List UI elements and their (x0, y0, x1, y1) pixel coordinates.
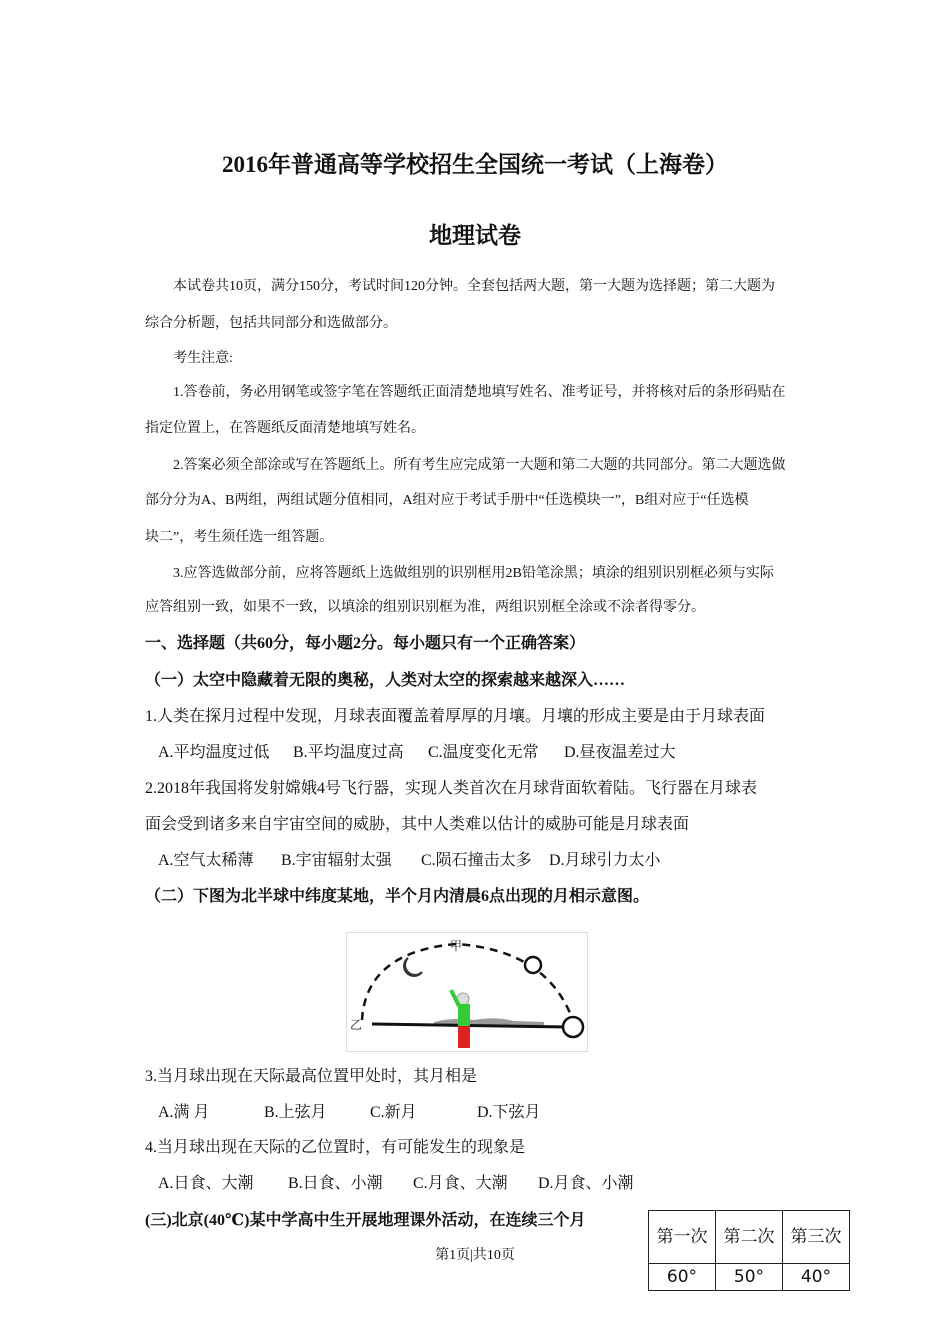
option: C.月食、大潮 (413, 1175, 508, 1192)
option: A.日食、大潮 (158, 1175, 254, 1192)
notice-item: 3.应答选做部分前，应将答题纸上选做组别的识别框用2B铅笔涂黑；填涂的组别识别框必须与实际 (173, 566, 774, 581)
notice-item: 应答组别一致，如果不一致，以填涂的组别识别框为准，两组识别框全涂或不涂者得零分。 (145, 600, 705, 615)
option: C.陨石撞击太多 (421, 852, 532, 869)
table-cell: 50° (716, 1264, 783, 1291)
person-figure (458, 1004, 470, 1026)
option: B.上弦月 (264, 1104, 327, 1121)
option: D.下弦月 (477, 1104, 541, 1121)
intro-text: 综合分析题，包括共同部分和选做部分。 (145, 316, 397, 331)
label-yi: 乙 (350, 1018, 363, 1032)
moon-phase-diagram (346, 932, 588, 1052)
option: A.满 月 (158, 1104, 210, 1121)
table-cell: 60° (649, 1264, 716, 1291)
question-2: 面会受到诸多来自宇宙空间的威胁，其中人类难以估计的威胁可能是月球表面 (145, 816, 690, 833)
option: B.宇宙辐射太强 (281, 852, 392, 869)
question-1-options (158, 739, 676, 762)
question-2: 2.2018年我国将发射嫦娥4号飞行器，实现人类首次在月球背面软着陆。飞行器在月球表 (145, 780, 758, 797)
exam-subtitle: 地理试卷 (429, 223, 521, 248)
intro-text: 本试卷共10页，满分150分，考试时间120分钟。全套包括两大题，第一大题为选择题；第二大题为 (173, 279, 775, 294)
option: D.昼夜温差过大 (564, 744, 676, 761)
notice-heading: 考生注意: (173, 351, 233, 366)
section-heading: 一、选择题（共60分，每小题2分。每小题只有一个正确答案） (145, 635, 586, 652)
question-2-options (158, 847, 661, 870)
group-heading: (三)北京(40℃)某中学高中生开展地理课外活动，在连续三个月 (145, 1212, 586, 1229)
table-header: 第二次 (716, 1211, 783, 1264)
notice-item: 1.答卷前，务必用钢笔或签字笔在答题纸正面清楚地填写姓名、准考证号，并将核对后的条形码贴在 (173, 385, 786, 400)
question-3: 3.当月球出现在天际最高位置甲处时，其月相是 (145, 1068, 478, 1085)
option: D.月食、小潮 (538, 1175, 634, 1192)
option: D.月球引力太小 (549, 852, 661, 869)
group-heading: （二）下图为北半球中纬度某地，半个月内清晨6点出现的月相示意图。 (145, 888, 650, 905)
option: C.新月 (370, 1104, 417, 1121)
notice-item: 块二”，考生须任选一组答题。 (145, 530, 334, 545)
question-1: 1.人类在探月过程中发现，月球表面覆盖着厚厚的月壤。月壤的形成主要是由于月球表面 (145, 708, 766, 725)
question-3-options (158, 1099, 541, 1122)
full-moon-icon (525, 957, 541, 973)
table-header: 第三次 (783, 1211, 850, 1264)
question-4-options (158, 1170, 634, 1193)
notice-item: 指定位置上，在答题纸反面清楚地填写姓名。 (145, 421, 425, 436)
exam-title: 2016年普通高等学校招生全国统一考试（上海卷） (222, 152, 728, 177)
page-footer: 第1页|共10页 (435, 1248, 515, 1263)
table-header: 第一次 (649, 1211, 716, 1264)
label-jia: 甲 (450, 939, 463, 953)
notice-item: 部分分为A、B两组，两组试题分值相同，A组对应于考试手册中“任选模块一”，B组对应于“任选模 (145, 493, 749, 508)
table-cell: 40° (783, 1264, 850, 1291)
question-4: 4.当月球出现在天际的乙位置时，有可能发生的现象是 (145, 1139, 526, 1156)
option: A.平均温度过低 (158, 744, 270, 761)
option: B.平均温度过高 (293, 744, 404, 761)
moon-on-horizon-icon (563, 1017, 583, 1037)
notice-item: 2.答案必须全部涂或写在答题纸上。所有考生应完成第一大题和第二大题的共同部分。第二大题选做 (173, 458, 786, 473)
option: A.空气太稀薄 (158, 852, 254, 869)
group-heading: （一）太空中隐藏着无限的奥秘，人类对太空的探索越来越深入…… (145, 672, 626, 689)
option: C.温度变化无常 (428, 744, 539, 761)
option: B.日食、小潮 (288, 1175, 383, 1192)
